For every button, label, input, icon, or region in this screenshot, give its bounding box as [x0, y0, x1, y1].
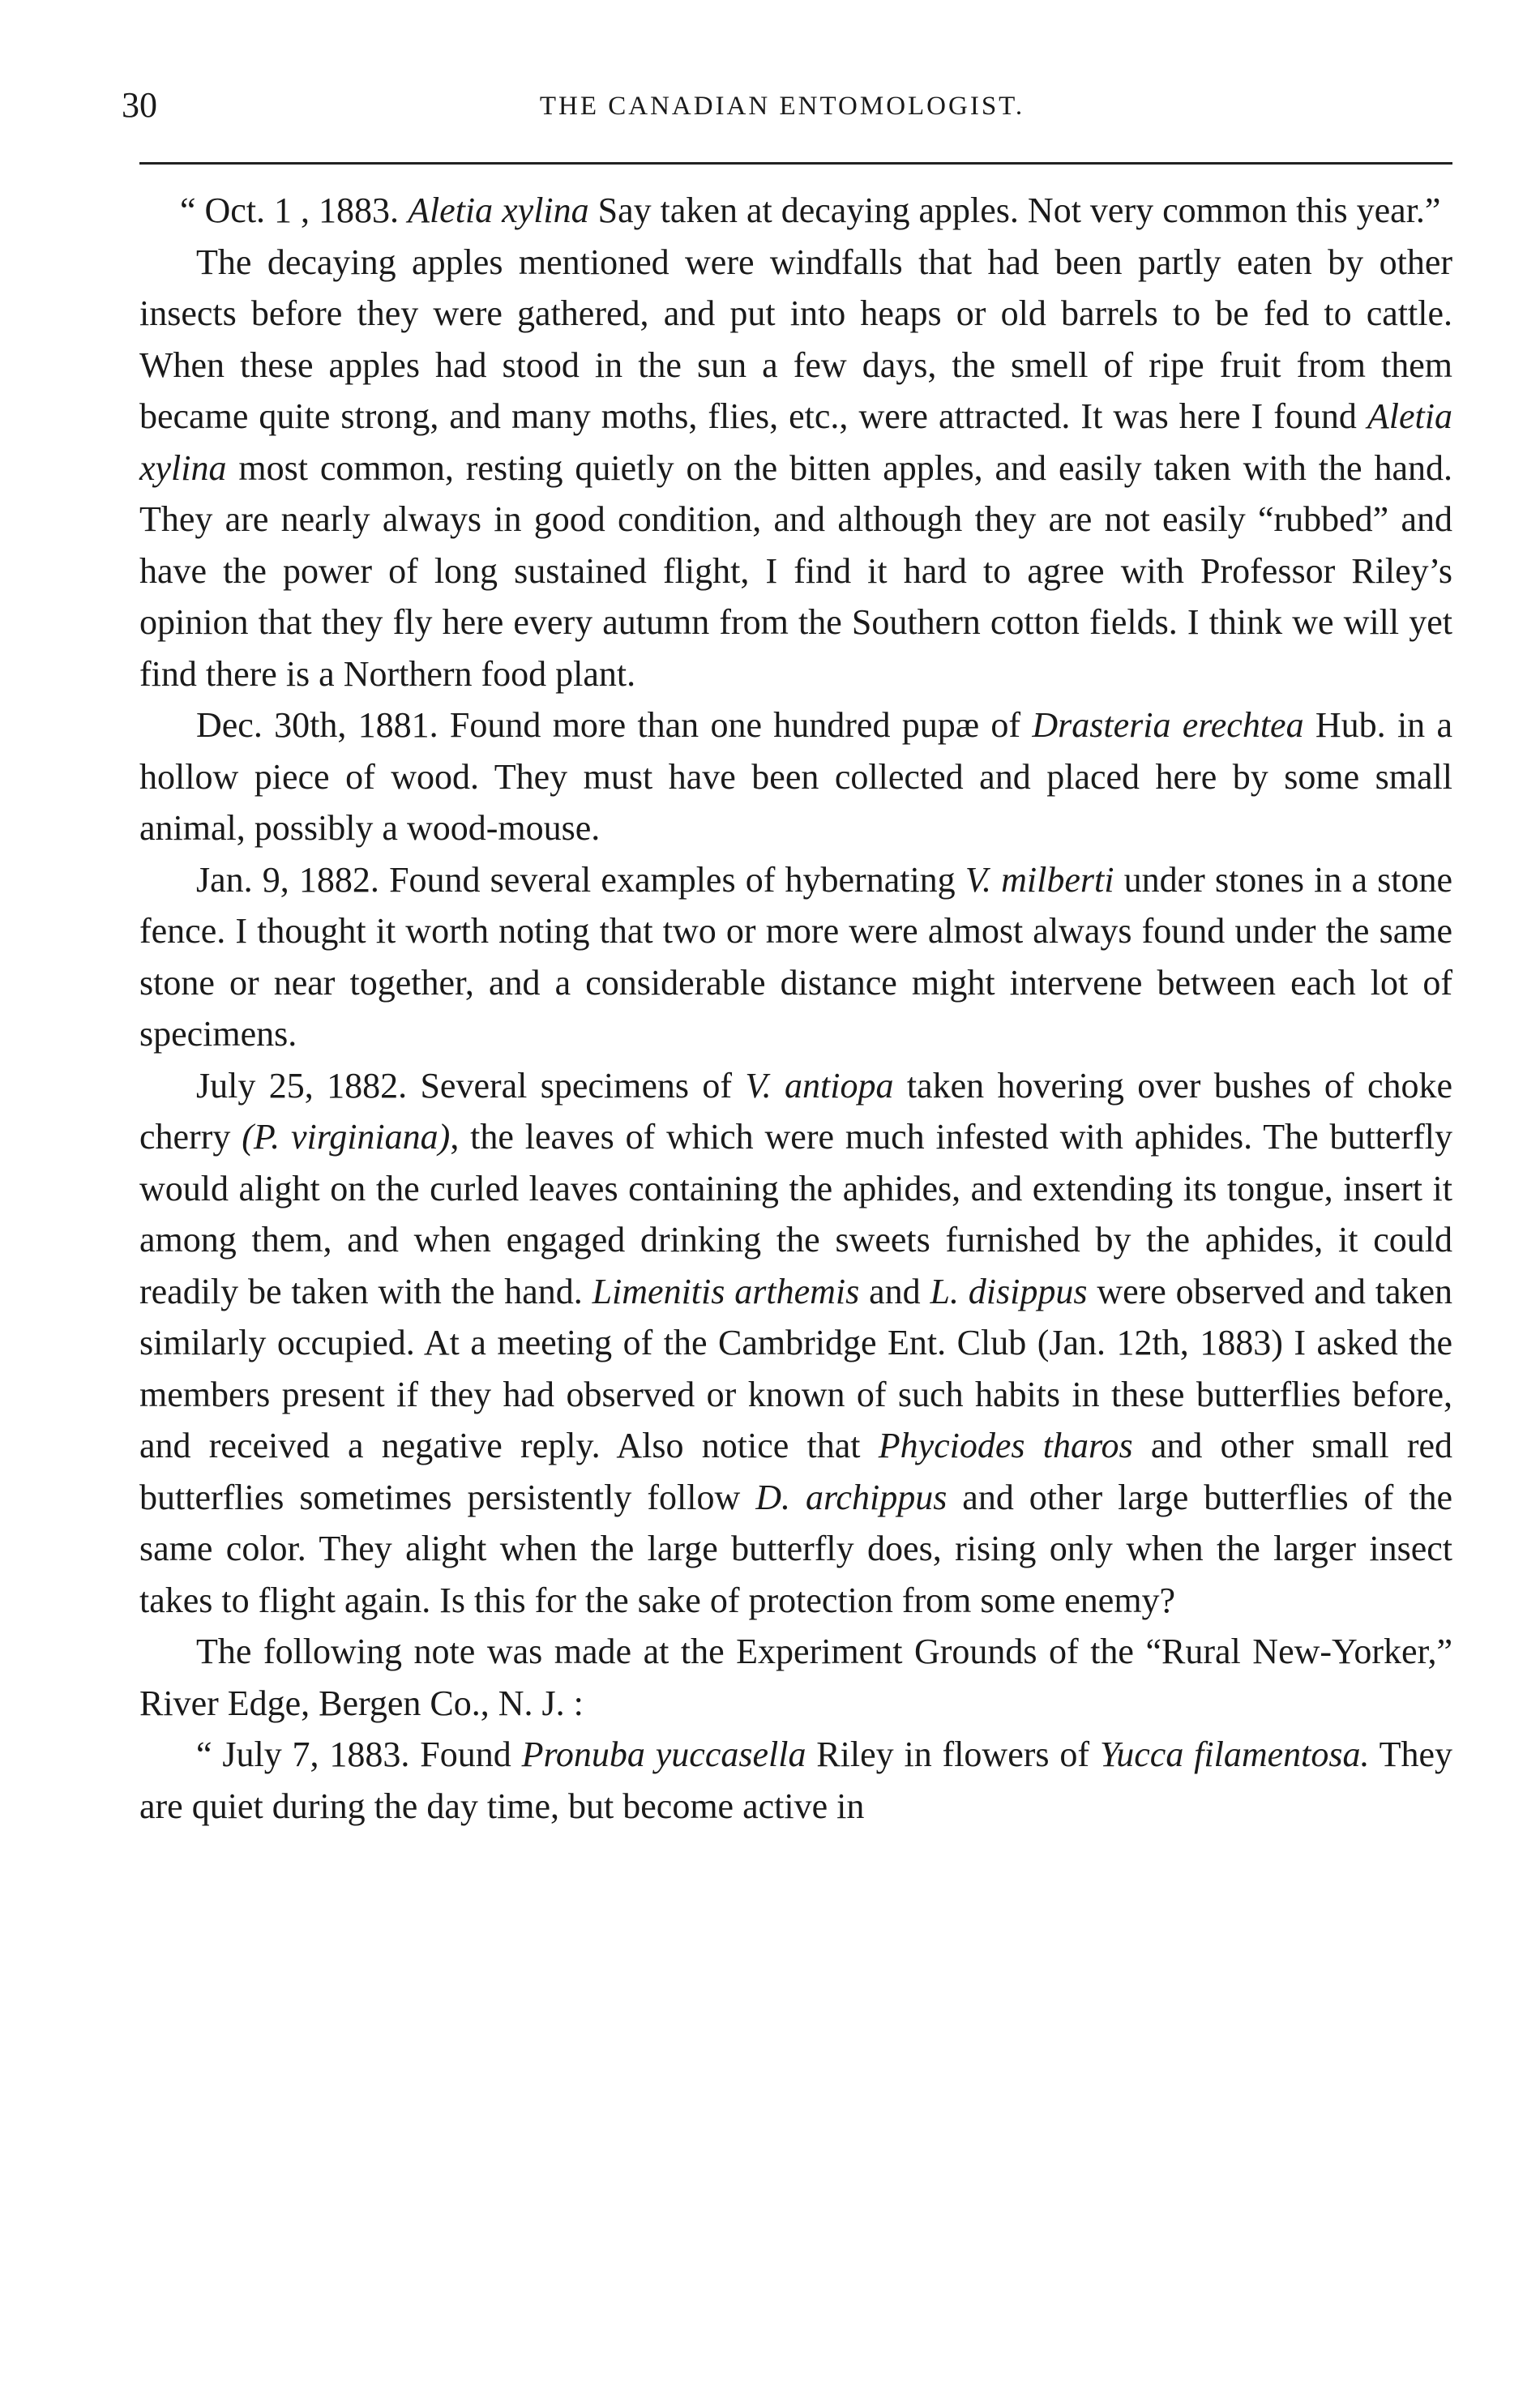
paragraph	[139, 1626, 1452, 1729]
italic-text-run: (P. virginiana)	[242, 1117, 451, 1157]
text-run: “ July 7, 1883. Found	[196, 1734, 522, 1774]
text-run: , the leaves of which were much infested with aphides. The butterfly would alight on the curled leaves containing the aphides, and extending its tongue, insert it among them, and when engaged drinking the sweets furnished by the aphides, it could readily be taken with the hand.	[139, 1117, 1452, 1311]
text-run: and	[859, 1271, 930, 1311]
paragraph	[139, 699, 1452, 854]
page-header	[122, 81, 1443, 138]
article-body	[139, 185, 1452, 1832]
italic-text-run: Yucca filamentosa.	[1099, 1734, 1370, 1774]
italic-text-run: Phyciodes tharos	[878, 1426, 1133, 1465]
text-run: Riley in flowers of	[806, 1734, 1100, 1774]
italic-text-run: Drasteria erechtea	[1032, 705, 1304, 745]
italic-text-run: Limenitis arthemis	[592, 1271, 860, 1311]
paragraph	[139, 185, 1452, 237]
text-run: and other large butterflies of the same color. They alight when the large butterfly does, rising only when the larger insect takes to flight again. Is this for the sake of protection from some enemy?	[139, 1477, 1452, 1620]
italic-text-run: L. disippus	[930, 1271, 1088, 1311]
text-run: “ Oct. 1 , 1883.	[180, 190, 409, 230]
text-run: Hub. in a hollow piece of wood. They must have been collected and placed here by some small animal, possibly a wood-mouse.	[139, 705, 1452, 848]
paragraph	[139, 854, 1452, 1060]
paragraph	[139, 1060, 1452, 1627]
paragraph	[139, 237, 1452, 700]
text-run: The following note was made at the Experiment Grounds of the “Rural New-Yorker,” River Edge, Bergen Co., N. J. :	[139, 1632, 1452, 1723]
text-run: taken hovering over bushes of choke cherry	[139, 1065, 1453, 1157]
paragraph	[139, 1729, 1452, 1832]
text-run: under stones in a stone fence. I thought it worth noting that two or more were almost always found under the same stone or near together, and a considerable distance might intervene between each lot of specimens.	[139, 859, 1452, 1054]
text-run: Say taken at decaying apples. Not very common this year.”	[588, 190, 1441, 230]
text-run: were observed and taken similarly occupied. At a meeting of the Cambridge Ent. Club (Jan. 12th, 1883) I asked the members present if they had observed or known of such habits in these butterflies before, and received a negative reply. Also notice that	[139, 1271, 1453, 1465]
header-rule	[139, 162, 1452, 165]
text-run: Jan. 9, 1882. Found several examples of hybernating	[196, 859, 965, 900]
text-run: They are quiet during the day time, but become active in	[139, 1734, 1452, 1826]
italic-text-run: V. antiopa	[745, 1065, 894, 1106]
italic-text-run: V. milberti	[965, 859, 1114, 900]
text-run: The decaying apples mentioned were windfalls that had been partly eaten by other insects before they were gathered, and put into heaps or old barrels to be fed to cattle. When these apples had stood in the sun a few days, the smell of ripe fruit from them became quite strong, and many moths, flies, etc., were attracted. It was here I found	[139, 242, 1452, 436]
text-run: July 25, 1882. Several specimens of	[196, 1065, 746, 1106]
running-title: THE CANADIAN ENTOMOLOGIST.	[539, 92, 1025, 121]
italic-text-run: Pronuba yuccasella	[521, 1734, 806, 1774]
italic-text-run: Aletia xylina	[408, 190, 589, 230]
italic-text-run: D. archippus	[755, 1477, 948, 1517]
text-run: and other small red butterflies sometimes persistently follow	[139, 1426, 1452, 1517]
text-run: Dec. 30th, 1881. Found more than one hundred pupæ of	[196, 705, 1033, 745]
italic-text-run: Aletia xylina	[139, 396, 1452, 488]
page-number: 30	[122, 85, 157, 125]
text-run: most common, resting quietly on the bitten apples, and easily taken with the hand. They are nearly always in good condition, and although they are not easily “rubbed” and have the power of long sustained flight, I find it hard to agree with Professor Riley’s opinion that they fly here every autumn from the Southern cotton fields. I think we will yet find there is a Northern food plant.	[139, 447, 1452, 694]
